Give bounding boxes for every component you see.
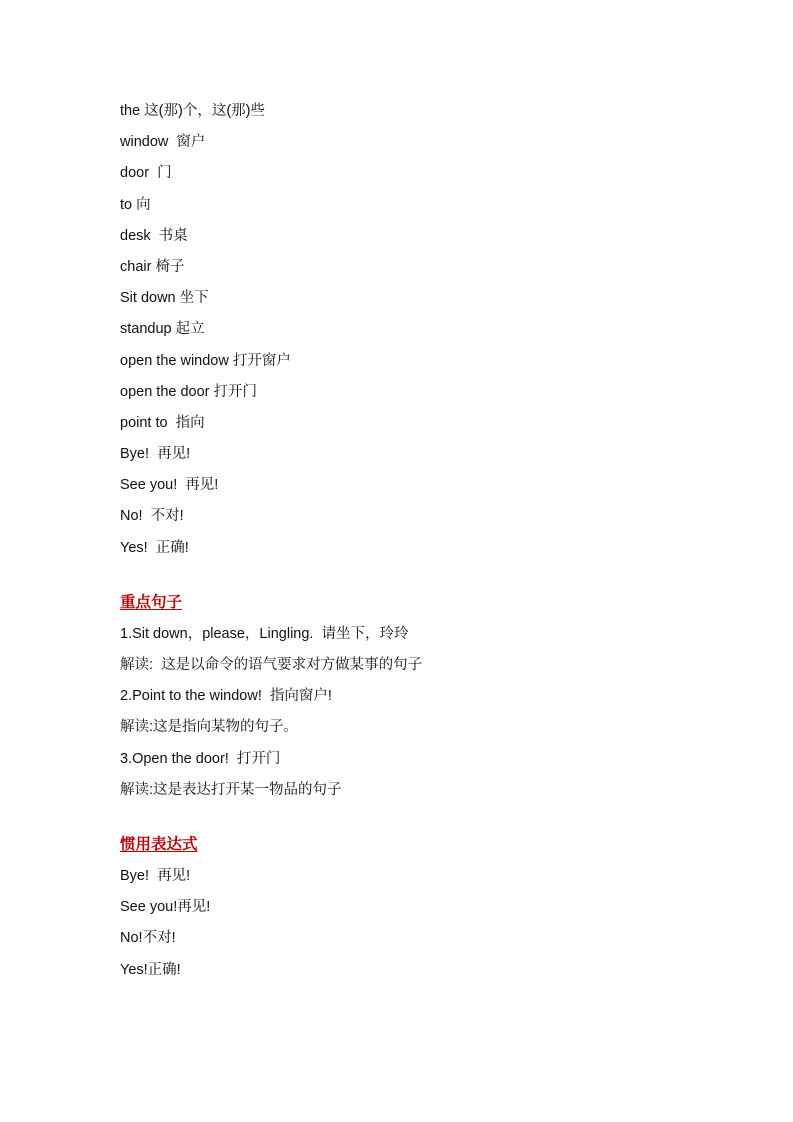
vocab-item: point to 指向 <box>120 414 205 431</box>
vocab-item: Sit down 坐下 <box>120 290 209 307</box>
key-sentences-heading: 重点句子 <box>120 593 183 611</box>
section-gap <box>120 568 720 592</box>
document-content <box>120 100 720 990</box>
vocab-item: No! 不对! <box>120 508 184 525</box>
vocab-item: open the door 打开门 <box>120 383 258 400</box>
vocab-item: open the window 打开窗户 <box>120 352 291 369</box>
sentence-line: 2.Point to the window! 指向窗户! <box>120 688 332 705</box>
expression-line: See you!再见! <box>120 899 211 916</box>
sentence-line: 3.Open the door! 打开门 <box>120 750 281 767</box>
explanation-line: 解读: 这是以命令的语气要求对方做某事的句子 <box>120 657 423 673</box>
vocab-item: window 窗户 <box>120 134 206 151</box>
expression-line: Bye! 再见! <box>120 867 191 884</box>
section-gap <box>120 810 720 834</box>
vocab-item: chair 椅子 <box>120 258 185 275</box>
vocabulary-list <box>120 100 720 568</box>
expressions-section <box>120 834 720 990</box>
vocab-item: to 向 <box>120 196 151 213</box>
explanation-line: 解读:这是指向某物的句子。 <box>120 719 299 736</box>
explanation-line: 解读:这是表达打开某一物品的句子 <box>120 781 342 798</box>
vocab-item: Bye! 再见! <box>120 446 191 463</box>
vocab-item: door 门 <box>120 165 172 182</box>
vocab-item: Yes! 正确! <box>120 539 189 556</box>
vocab-item: the 这(那)个，这(那)些 <box>120 103 265 119</box>
expressions-heading: 惯用表达式 <box>120 835 198 853</box>
vocab-item: See you! 再见! <box>120 477 219 494</box>
sentence-line: 1.Sit down，please，Lingling. 请坐下，玲玲 <box>120 625 409 642</box>
expression-line: No!不对! <box>120 930 176 947</box>
vocab-item: desk 书桌 <box>120 227 188 244</box>
key-sentences-section <box>120 592 720 810</box>
vocab-item: standup 起立 <box>120 321 205 338</box>
expression-line: Yes!正确! <box>120 961 181 978</box>
